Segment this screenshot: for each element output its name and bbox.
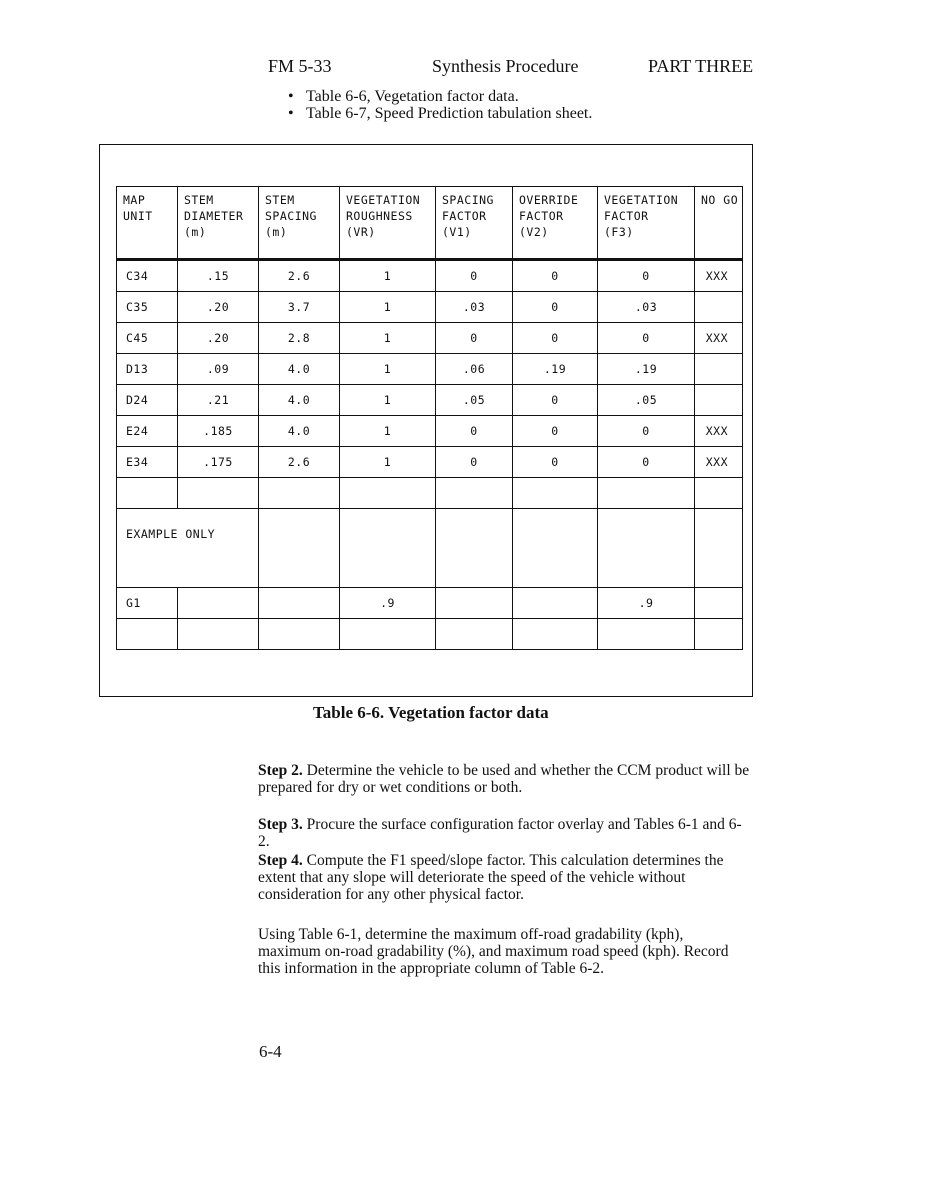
cell-stem-spacing: 2.6 <box>259 447 340 478</box>
example-label-row <box>117 509 743 588</box>
cell-override-factor <box>513 588 598 619</box>
cell-vegetation-roughness: 1 <box>340 447 436 478</box>
cell-no-go <box>695 588 743 619</box>
paragraph-using-table <box>258 926 750 977</box>
cell-vegetation-factor: .05 <box>598 385 695 416</box>
cell-override-factor: 0 <box>513 447 598 478</box>
cell-map-unit: E34 <box>117 447 178 478</box>
cell-stem-spacing <box>259 588 340 619</box>
empty-cell <box>695 478 743 509</box>
step-text: Procure the surface configuration factor overlay and Tables 6-1 and 6-2. <box>258 816 742 850</box>
table-row <box>117 619 743 650</box>
cell-spacing-factor <box>436 588 513 619</box>
cell-no-go: XXX <box>695 447 743 478</box>
list-item: • Table 6-6, Vegetation factor data. <box>288 88 592 105</box>
cell-no-go: XXX <box>695 416 743 447</box>
step-text: Determine the vehicle to be used and whether the CCM product will be prepared for dry or wet conditions or both. <box>258 762 750 796</box>
cell-stem-spacing: 2.8 <box>259 323 340 354</box>
cell-stem-spacing: 3.7 <box>259 292 340 323</box>
cell-vegetation-factor: 0 <box>598 323 695 354</box>
cell-spacing-factor: 0 <box>436 323 513 354</box>
cell-vegetation-factor: .19 <box>598 354 695 385</box>
empty-cell <box>259 619 340 650</box>
step-text: Using Table 6-1, determine the maximum off-road gradability (kph), maximum on-road gradability (%), and maximum road speed (kph). Record this information in the appropriate column of Table 6-2. <box>258 926 729 977</box>
cell-spacing-factor: 0 <box>436 447 513 478</box>
header-doc-id: FM 5-33 <box>268 56 332 76</box>
cell-stem-spacing: 2.6 <box>259 260 340 292</box>
cell-map-unit: C45 <box>117 323 178 354</box>
cell-override-factor: .19 <box>513 354 598 385</box>
empty-cell <box>117 478 178 509</box>
empty-cell <box>513 478 598 509</box>
cell-map-unit: G1 <box>117 588 178 619</box>
cell-stem-diameter: .21 <box>178 385 259 416</box>
step-text: Compute the F1 speed/slope factor. This calculation determines the extent that any slope will deteriorate the speed of the vehicle without consideration for any other physical factor. <box>258 852 724 903</box>
table-row <box>117 260 743 292</box>
cell-vegetation-factor: 0 <box>598 447 695 478</box>
cell-vegetation-roughness: 1 <box>340 323 436 354</box>
cell-override-factor: 0 <box>513 385 598 416</box>
page-number: 6-4 <box>259 1042 282 1061</box>
cell-stem-diameter: .185 <box>178 416 259 447</box>
step-lead: Step 2. <box>258 762 303 779</box>
cell-vegetation-roughness: 1 <box>340 292 436 323</box>
vegetation-factor-table <box>116 186 743 650</box>
empty-cell <box>598 619 695 650</box>
empty-cell <box>178 619 259 650</box>
cell-spacing-factor: 0 <box>436 416 513 447</box>
col-header-stem-diameter: STEM DIAMETER (m) <box>178 187 259 260</box>
col-header-stem-spacing: STEM SPACING (m) <box>259 187 340 260</box>
col-header-override-factor: OVERRIDE FACTOR (V2) <box>513 187 598 260</box>
table-reference-list <box>288 88 592 122</box>
empty-cell <box>436 619 513 650</box>
col-header-map-unit: MAP UNIT <box>117 187 178 260</box>
empty-cell <box>178 478 259 509</box>
cell-no-go: XXX <box>695 260 743 292</box>
table-row <box>117 354 743 385</box>
example-row <box>117 588 743 619</box>
empty-cell <box>598 478 695 509</box>
example-only-label: EXAMPLE ONLY <box>117 509 259 588</box>
table-row <box>117 385 743 416</box>
cell-stem-spacing: 4.0 <box>259 354 340 385</box>
cell-vegetation-roughness: 1 <box>340 260 436 292</box>
cell-vegetation-factor: 0 <box>598 260 695 292</box>
col-header-spacing-factor: SPACING FACTOR (V1) <box>436 187 513 260</box>
cell-no-go: XXX <box>695 323 743 354</box>
step-lead: Step 3. <box>258 816 303 833</box>
empty-cell <box>436 509 513 588</box>
list-item: • Table 6-7, Speed Prediction tabulation sheet. <box>288 105 592 122</box>
cell-vegetation-roughness: .9 <box>340 588 436 619</box>
cell-map-unit: D24 <box>117 385 178 416</box>
table-header-row <box>117 187 743 260</box>
empty-cell <box>695 619 743 650</box>
cell-no-go <box>695 354 743 385</box>
table-row <box>117 292 743 323</box>
empty-cell <box>340 478 436 509</box>
cell-stem-diameter: .20 <box>178 323 259 354</box>
paragraph-step-2 <box>258 762 750 796</box>
cell-spacing-factor: .06 <box>436 354 513 385</box>
cell-stem-diameter <box>178 588 259 619</box>
cell-override-factor: 0 <box>513 416 598 447</box>
cell-stem-diameter: .175 <box>178 447 259 478</box>
paragraph-step-3 <box>258 816 750 850</box>
empty-cell <box>598 509 695 588</box>
empty-cell <box>695 509 743 588</box>
cell-vegetation-factor: .03 <box>598 292 695 323</box>
cell-no-go <box>695 292 743 323</box>
cell-vegetation-roughness: 1 <box>340 385 436 416</box>
paragraph-step-4 <box>258 852 750 903</box>
cell-spacing-factor: .03 <box>436 292 513 323</box>
col-header-vegetation-roughness: VEGETATION ROUGHNESS (VR) <box>340 187 436 260</box>
table-row <box>117 447 743 478</box>
cell-vegetation-roughness: 1 <box>340 354 436 385</box>
col-header-no-go: NO GO <box>695 187 743 260</box>
cell-vegetation-roughness: 1 <box>340 416 436 447</box>
cell-stem-spacing: 4.0 <box>259 416 340 447</box>
header-part: PART THREE <box>648 56 754 76</box>
cell-vegetation-factor: 0 <box>598 416 695 447</box>
empty-cell <box>259 478 340 509</box>
col-header-vegetation-factor: VEGETATION FACTOR (F3) <box>598 187 695 260</box>
cell-vegetation-factor: .9 <box>598 588 695 619</box>
cell-override-factor: 0 <box>513 260 598 292</box>
cell-stem-diameter: .20 <box>178 292 259 323</box>
empty-cell <box>436 478 513 509</box>
cell-no-go <box>695 385 743 416</box>
empty-cell <box>340 509 436 588</box>
table-row <box>117 416 743 447</box>
table-caption: Table 6-6. Vegetation factor data <box>313 703 549 722</box>
step-lead: Step 4. <box>258 852 303 869</box>
cell-map-unit: D13 <box>117 354 178 385</box>
empty-cell <box>117 619 178 650</box>
table-row <box>117 323 743 354</box>
cell-override-factor: 0 <box>513 292 598 323</box>
cell-map-unit: E24 <box>117 416 178 447</box>
cell-spacing-factor: .05 <box>436 385 513 416</box>
cell-map-unit: C35 <box>117 292 178 323</box>
cell-map-unit: C34 <box>117 260 178 292</box>
cell-spacing-factor: 0 <box>436 260 513 292</box>
empty-cell <box>513 619 598 650</box>
cell-stem-diameter: .09 <box>178 354 259 385</box>
empty-cell <box>259 509 340 588</box>
empty-cell <box>513 509 598 588</box>
empty-cell <box>340 619 436 650</box>
cell-override-factor: 0 <box>513 323 598 354</box>
header-section-title: Synthesis Procedure <box>432 56 579 76</box>
table-row <box>117 478 743 509</box>
cell-stem-spacing: 4.0 <box>259 385 340 416</box>
cell-stem-diameter: .15 <box>178 260 259 292</box>
